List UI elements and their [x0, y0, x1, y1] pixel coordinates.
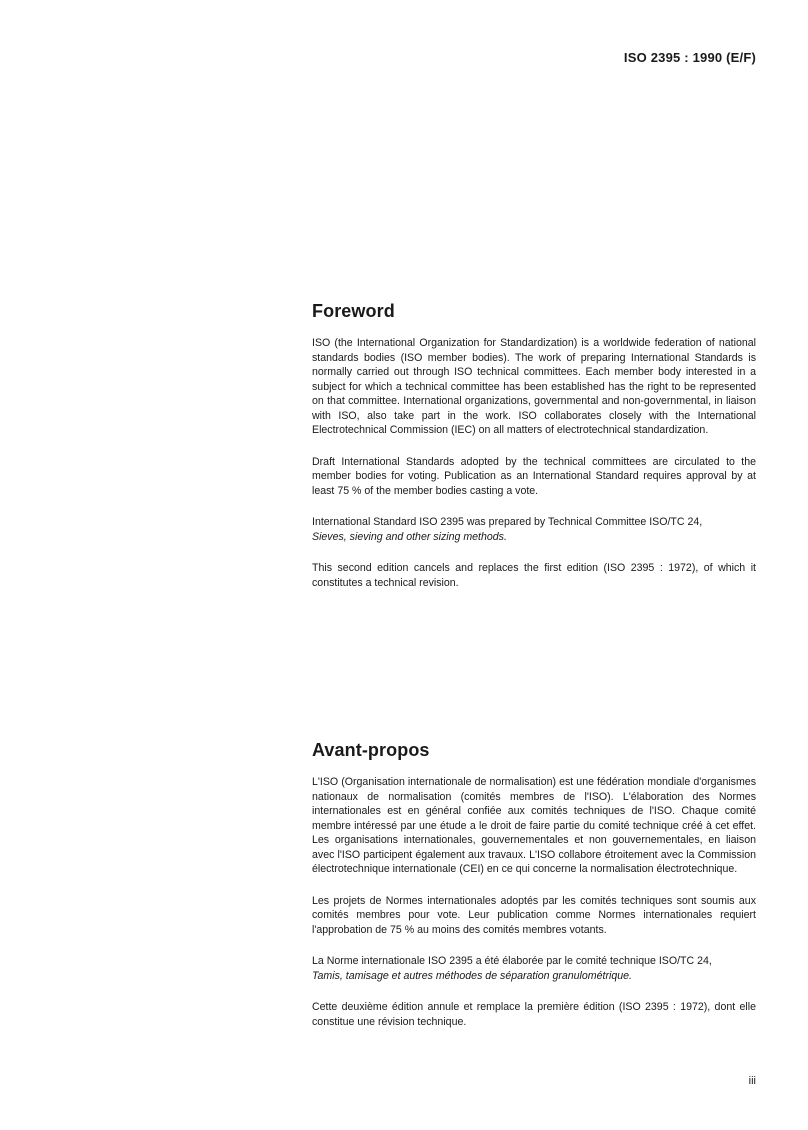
- foreword-heading: Foreword: [312, 301, 395, 321]
- foreword-paragraph-4: This second edition cancels and replaces the first edition (ISO 2395 : 1972), of which it constitutes a technical revision.: [312, 562, 756, 589]
- foreword-paragraph-3: [312, 515, 756, 544]
- avant-propos-paragraph-1: L'ISO (Organisation internationale de normalisation) est une fédération mondiale d'organismes nationaux de normalisation (comités membres de l'ISO). L'élaboration des Normes internationales est en général confiée aux comités techniques de l'ISO. Chaque comité membre intéressé par une étude a le droit de faire partie du comité technique créé à cet effet. Les organisations internationales, gouvernementales et non gouvernementales, en liaison avec l'ISO participent également aux travaux. L'ISO collabore étroitement avec la Commission électrotechnique internationale (CEI) en ce qui concerne la normalisation électrotechnique.: [312, 776, 756, 875]
- avant-propos-paragraph-2: Les projets de Normes internationales adoptés par les comités techniques sont soumis aux comités membres pour vote. Leur publication comme Normes internationales requiert l'approbation de 75 % au moins des comités membres votants.: [312, 894, 756, 936]
- avant-propos-paragraph-3: [312, 954, 756, 983]
- avant-propos-paragraph-4: Cette deuxième édition annule et remplace la première édition (ISO 2395 : 1972), dont elle constitue une révision technique.: [312, 1001, 756, 1028]
- document-identifier: ISO 2395 : 1990 (E/F): [623, 50, 756, 65]
- page-number: iii: [748, 1075, 756, 1087]
- avant-propos-committee-title: Tamis, tamisage et autres méthodes de séparation granulométrique.: [312, 969, 632, 982]
- avant-propos-prepared-by: La Norme internationale ISO 2395 a été élaborée par le comité technique ISO/TC 24,: [312, 955, 712, 967]
- avant-propos-heading: Avant-propos: [312, 740, 430, 760]
- foreword-prepared-by: International Standard ISO 2395 was prepared by Technical Committee ISO/TC 24,: [312, 516, 703, 528]
- foreword-section: [312, 301, 756, 607]
- avant-propos-section: [312, 740, 756, 1046]
- foreword-committee-title: Sieves, sieving and other sizing methods.: [312, 530, 507, 543]
- foreword-paragraph-1: ISO (the International Organization for Standardization) is a worldwide federation of national standards bodies (ISO member bodies). The work of preparing International Standards is normally carried out through ISO technical committees. Each member body interested in a subject for which a technical committee has been established has the right to be represented on that committee. International organizations, governmental and non-governmental, in liaison with ISO, also take part in the work. ISO collaborates closely with the International Electrotechnical Commission (IEC) on all matters of electrotechnical standardization.: [312, 337, 756, 436]
- foreword-paragraph-2: Draft International Standards adopted by the technical committees are circulated to the member bodies for voting. Publication as an International Standard requires approval by at least 75 % of the member bodies casting a vote.: [312, 455, 756, 497]
